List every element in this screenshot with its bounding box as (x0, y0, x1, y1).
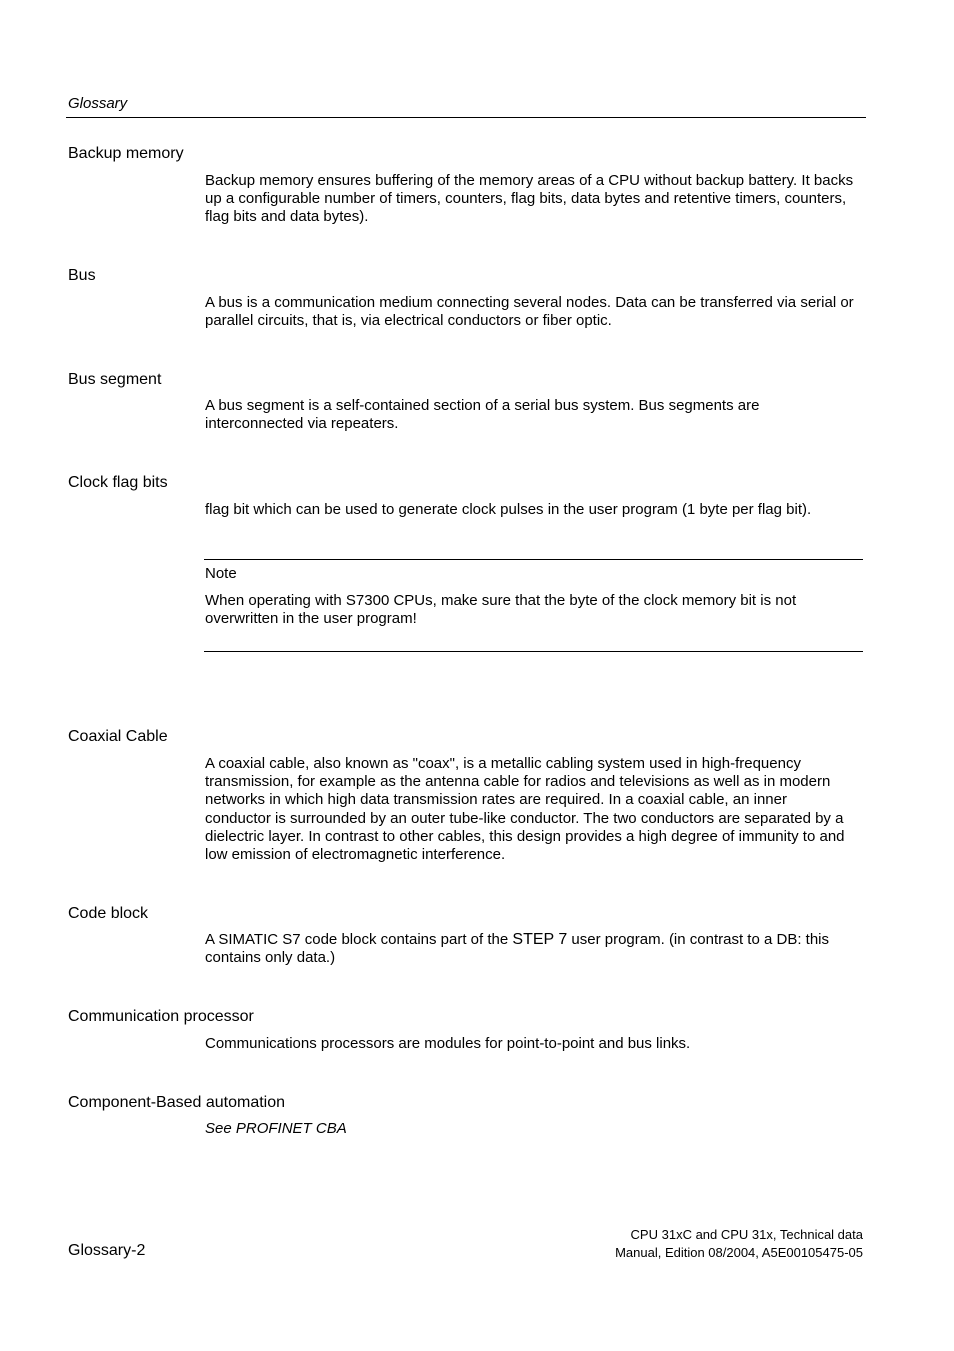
term-coaxial-cable: Coaxial Cable (68, 728, 168, 745)
definition-bus-segment: A bus segment is a self-contained section of a serial bus system. Bus segments are interconnected via repeaters. (205, 397, 760, 433)
term-backup-memory: Backup memory (68, 145, 184, 162)
definition-component-based-automation[interactable]: See PROFINET CBA (205, 1120, 347, 1137)
definition-backup-memory: Backup memory ensures buffering of the memory areas of a CPU without backup battery. It backs up a configurable number of timers, counters, flag bits, data bytes and retentive timers, counters, flag bits and data bytes). (205, 172, 854, 226)
term-bus: Bus (68, 267, 96, 284)
note-bottom-rule (204, 651, 863, 652)
definition-communication-processor: Communications processors are modules for point-to-point and bus links. (205, 1035, 691, 1052)
definition-bus: A bus is a communication medium connecting several nodes. Data can be transferred via serial or parallel circuits, that is, via electrical conductors or fiber optic. (205, 294, 854, 330)
definition-clock-flag-bits: flag bit which can be used to generate clock pulses in the user program (1 byte per flag bit). (205, 501, 812, 518)
definition-code-block-text-before: A SIMATIC S7 code block contains part of the (205, 931, 513, 948)
note-top-rule (204, 559, 863, 560)
note-text: When operating with S7300 CPUs, make sure that the byte of the clock memory bit is not overwritten in the user program! (205, 592, 797, 628)
running-header: Glossary (68, 95, 128, 112)
term-clock-flag-bits: Clock flag bits (68, 474, 168, 491)
definition-coaxial-cable: A coaxial cable, also known as "coax", is a metallic cabling system used in high-frequency transmission, for example as the antenna cable for radios and televisions as well as in modern networks in which high data transmission rates are required. In a coaxial cable, an inner conductor is surrounded by an outer tube-like conductor. The two conductors are separated by a dielectric layer. In contrast to other cables, this design provides a high degree of immunity to and low emission of electromagnetic interference. (205, 755, 845, 864)
document-info (615, 1226, 863, 1262)
header-rule (66, 117, 866, 118)
page-number: Glossary-2 (68, 1242, 146, 1259)
note-title: Note (205, 565, 237, 582)
step7-product-name: STEP 7 (512, 931, 568, 948)
document-title: CPU 31xC and CPU 31x, Technical data (630, 1227, 863, 1242)
term-communication-processor: Communication processor (68, 1008, 254, 1025)
definition-code-block-text-after: user program. (in contrast to a DB: this contains only data.) (205, 931, 830, 967)
term-code-block: Code block (68, 905, 149, 922)
definition-code-block (205, 931, 855, 967)
document-edition: Manual, Edition 08/2004, A5E00105475-05 (615, 1245, 863, 1260)
term-bus-segment: Bus segment (68, 371, 162, 388)
term-component-based-automation: Component-Based automation (68, 1094, 286, 1111)
